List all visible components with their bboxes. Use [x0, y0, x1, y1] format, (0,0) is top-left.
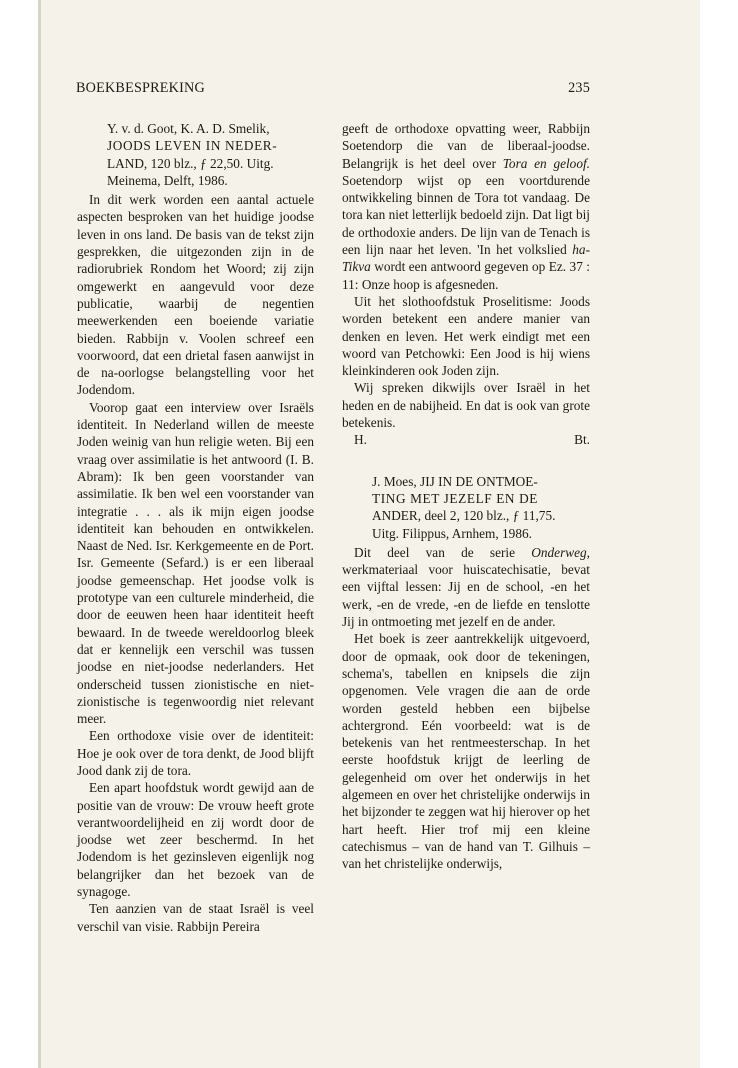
reviewer-signature — [342, 431, 590, 448]
book-reference-2 — [372, 473, 590, 542]
paragraph-continued: geeft de orthodoxe opvatting weer, Rabbijn Soetendorp die van de liberaal-joodse. Belangrijk is het deel over Tora en geloof. Soetendorp wijst op een voortdurende ontwikkeling binnen de Tora tot vandaag. De tora kan niet letterlijk bedoeld zijn. Dat ligt bij de orthodoxie anders. De lijn van de Tenach is een lijn naar het leven. 'In het volkslied ha-Tikva wordt een antwoord gegeven op Ez. 37 : 11: Onze hoop is afgesneden. — [342, 121, 590, 292]
paragraph: Uit het slothoofdstuk Proselitisme: Joods worden betekent een andere manier van denken en leven. Het werk eindigt met een woord van Petchowki: Een Jood is hij wiens kleinkinderen ook Joden zijn. — [342, 293, 590, 379]
reference-line: Uitg. Filippus, Arnhem, 1986. — [372, 525, 532, 541]
reference-line: JOODS LEVEN IN NEDER- — [107, 138, 278, 154]
book-reference-1 — [107, 120, 314, 189]
page-number: 235 — [568, 80, 590, 96]
paragraph: Ten aanzien van de staat Israël is veel verschil van visie. Rabbijn Pereira — [77, 901, 314, 934]
paragraph: Een orthodoxe visie over de identiteit: Hoe je ook over de tora denkt, de Jood blijft Jood dank zij de tora. — [77, 728, 314, 778]
right-column — [342, 120, 590, 872]
paragraph: In dit werk worden een aantal actuele aspecten besproken van het huidige joodse leven in ons land. De basis van de tekst zijn gesprekken, die uitgezonden zijn in de radiorubriek Rondom het Woord; zij zijn omgewerkt en aangevuld voor deze publicatie, waarbij de negentien meewerkenden een boeiende variatie bieden. Rabbijn v. Voolen schreef een voorwoord, dat een drietal fasen aanwijst in de na-oorlogse belangstelling voor het Jodendom. — [77, 192, 314, 398]
paragraph: Een apart hoofdstuk wordt gewijd aan de positie van de vrouw: De vrouw heeft grote verantwoordelijheid en zij wordt door de joodse wet zeer beschermd. In het Jodendom is het gezinsleven eigenlijk nog belangrijker dan het bezoek van de synagoge. — [77, 780, 314, 900]
reference-line: LAND, 120 blz., ƒ 22,50. Uitg. — [107, 155, 274, 171]
paragraph: Het boek is zeer aantrekkelijk uitgevoerd, door de opmaak, ook door de tekeningen, schema's, tabellen en knipsels die zijn opgenomen. Vele vragen die aan de orde worden gesteld hebben een bijbelse achtergrond. Eén voorbeeld: wat is de betekenis van het rentmeesterschap. In het eerste hoofdstuk krijgt de leerling de gelegenheid om over het onderwijs in het algemeen en over het christelijke onderwijs in het bijzonder te zeggen wat hij hierover op het hart heeft. Hier trof mij een kleine catechismus – van de hand van T. Gilhuis – van het christelijke onderwijs, — [342, 631, 590, 872]
paragraph: Dit deel van de serie Onderweg, werkmateriaal voor huiscatechisatie, bevat een vijftal lessen: Jij en de school, -en het werk, -en de vrede, -en de liefde en tenslotte Jij in ontmoeting met jezelf en de ander. — [342, 544, 590, 630]
reference-line: Meinema, Delft, 1986. — [107, 172, 228, 188]
left-column — [77, 120, 314, 935]
reference-line: TING MET JEZELF EN DE — [372, 490, 538, 506]
reference-line: J. Moes, JIJ IN DE ONTMOE- — [372, 473, 538, 489]
paragraph: Voorop gaat een interview over Israëls identiteit. In Nederland willen de meeste Joden weinig van hun religie weten. Bij een vraag over assimilatie is het antwoord (I. B. Abram): Ik ben geen voorstander van assimilatie. Ik ben wel een voorstander van integratie . . . als ik mijn eigen joodse identiteit kan behouden en ontwikkelen. Naast de Ned. Isr. Kerkgemeente en de Port. Isr. Gemeente (Sefard.) is er een liberaal joodse gemeenschap. Het joodse volk is prototype van een culturele minderheid, die door de eeuwen heen haar identiteit heeft bewaard. In de tweede wereldoorlog bleek dat er kennelijk een verschil was tussen joodse en niet-joodse nederlanders. Het onderscheid tussen zionistische en niet-zionistische is tegenwoordig niet relevant meer. — [77, 399, 314, 727]
signature-surname: Bt. — [574, 432, 590, 448]
reference-line: ANDER, deel 2, 120 blz., ƒ 11,75. — [372, 508, 556, 524]
paragraph: Wij spreken dikwijls over Israël in het heden en de nabijheid. En dat is ook van grote betekenis. — [342, 380, 590, 431]
section-title: BOEKBESPREKING — [76, 80, 205, 96]
reference-line: Y. v. d. Goot, K. A. D. Smelik, — [107, 121, 270, 136]
signature-initial: H. — [354, 432, 367, 448]
page-spine — [38, 0, 41, 1068]
